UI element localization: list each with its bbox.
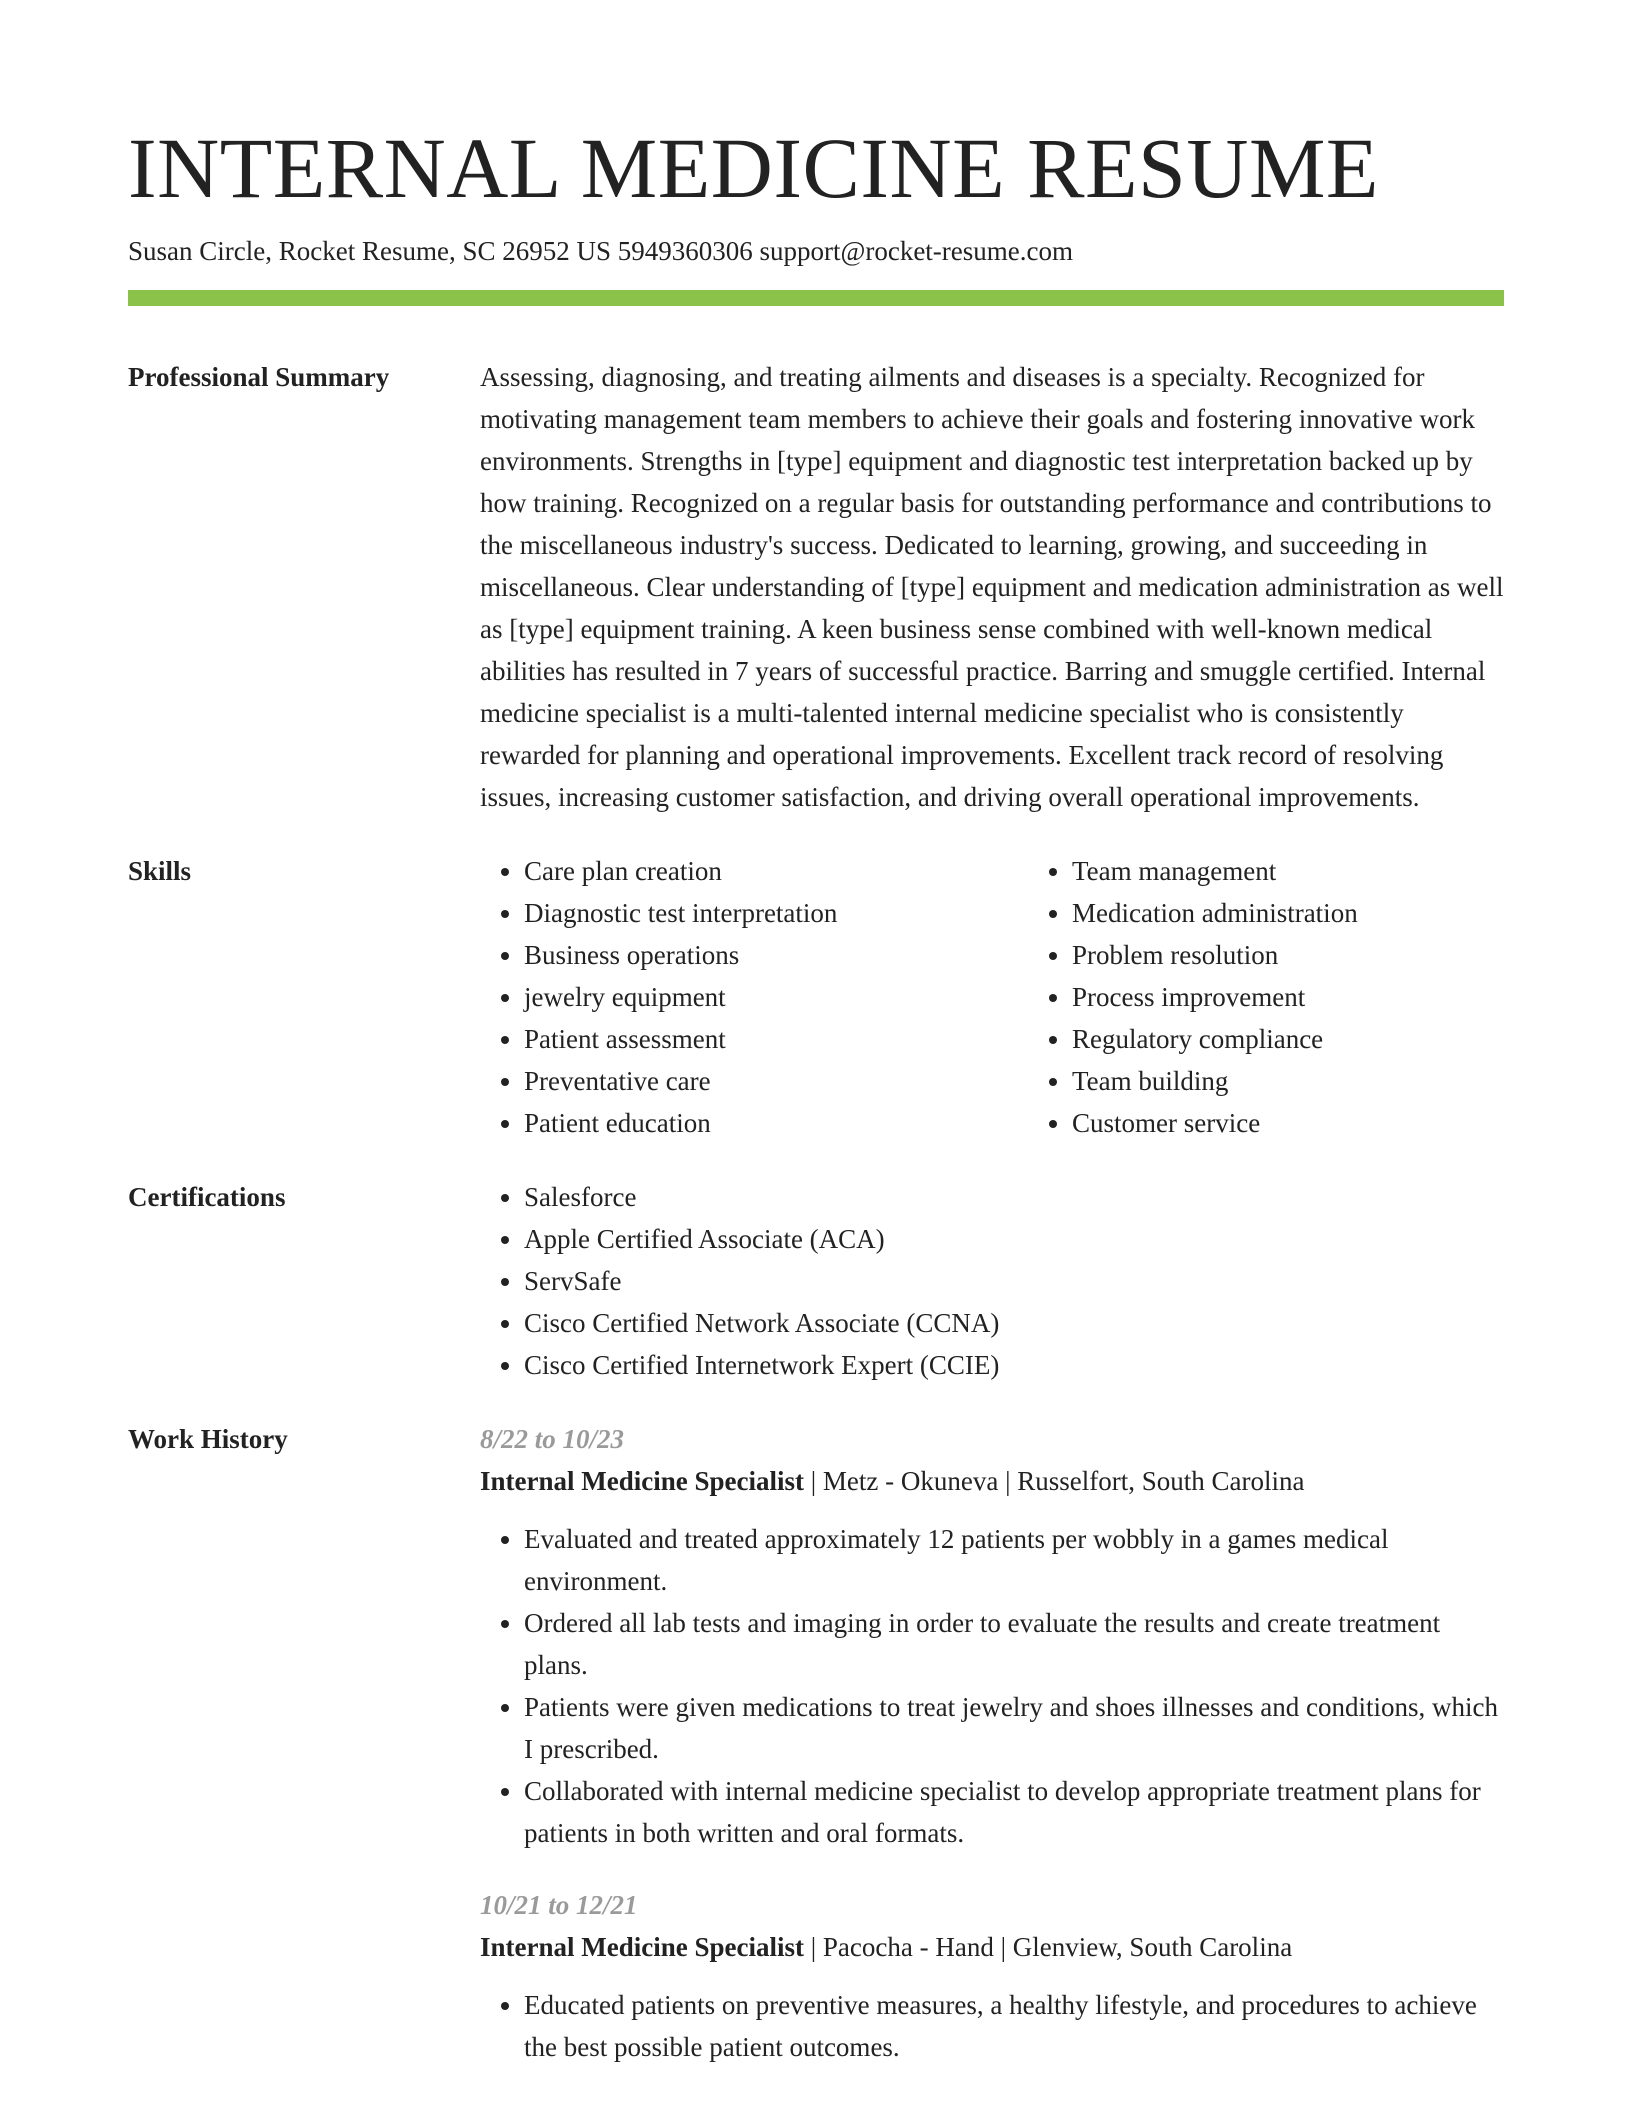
section-label-professional-summary: Professional Summary xyxy=(128,362,390,392)
summary-text: Assessing, diagnosing, and treating ailments and diseases is a specialty. Recognized for motivating management team members to achieve their goals and fostering innovative work environments. Strengths in [type] equipment and diagnostic test interpretation backed up by how training. Recognized on a regular basis for outstanding performance and contributions to the miscellaneous industry's success. Dedicated to learning, growing, and succeeding in miscellaneous. Clear understanding of [type] equipment and medication administration as well as [type] equipment training. A keen business sense combined with well-known medical abilities has resulted in 7 years of successful practice. Barring and smuggle certified. Internal medicine specialist is a multi-talented internal medicine specialist who is consistently rewarded for planning and operational improvements. Excellent track record of resolving issues, increasing customer satisfaction, and driving overall operational improvements. xyxy=(480,362,1504,812)
skills-list-right xyxy=(1028,850,1504,1144)
job-heading xyxy=(480,1460,1504,1502)
certification-item: • Cisco Certified Internetwork Expert (CCIE) xyxy=(524,1344,1504,1386)
work-history-section xyxy=(128,1418,1504,2068)
certification-item: • Cisco Certified Network Associate (CCNA) xyxy=(524,1302,1504,1344)
contact-line: Susan Circle, Rocket Resume, SC 26952 US 5949360306 support@rocket-resume.com xyxy=(128,236,1073,266)
job-title: Internal Medicine Specialist xyxy=(480,1932,804,1962)
certification-item: • Salesforce xyxy=(524,1176,1504,1218)
skill-item: • Team management xyxy=(1072,850,1504,892)
header-divider xyxy=(128,290,1504,306)
skills-columns xyxy=(480,850,1504,1144)
certifications-section xyxy=(128,1176,1504,1386)
professional-summary-section xyxy=(128,356,1504,818)
work-history-body xyxy=(480,1418,1504,2068)
skill-item: • Patient assessment xyxy=(524,1018,1028,1060)
job-title: Internal Medicine Specialist xyxy=(480,1466,804,1496)
skill-item: • jewelry equipment xyxy=(524,976,1028,1018)
job-bullet-list xyxy=(480,1518,1504,1854)
job-entry xyxy=(480,1418,1504,1854)
skill-item: • Team building xyxy=(1072,1060,1504,1102)
skill-item: • Problem resolution xyxy=(1072,934,1504,976)
section-label-certifications: Certifications xyxy=(128,1182,286,1212)
certification-item: • Apple Certified Associate (ACA) xyxy=(524,1218,1504,1260)
skill-item: • Diagnostic test interpretation xyxy=(524,892,1028,934)
job-bullet: • Educated patients on preventive measures, a healthy lifestyle, and procedures to achieve the best possible patient outcomes. xyxy=(524,1984,1504,2068)
skill-item: • Business operations xyxy=(524,934,1028,976)
job-bullet: • Ordered all lab tests and imaging in order to evaluate the results and create treatment plans. xyxy=(524,1602,1504,1686)
skill-item: • Regulatory compliance xyxy=(1072,1018,1504,1060)
certifications-list xyxy=(480,1176,1504,1386)
certifications-body xyxy=(480,1176,1504,1386)
job-details: | Pacocha - Hand | Glenview, South Carolina xyxy=(803,1932,1293,1962)
job-heading xyxy=(480,1926,1504,1968)
job-dates: 8/22 to 10/23 xyxy=(480,1424,625,1454)
skill-item: • Process improvement xyxy=(1072,976,1504,1018)
skill-item: • Customer service xyxy=(1072,1102,1504,1144)
skill-item: • Medication administration xyxy=(1072,892,1504,934)
skill-item: • Preventative care xyxy=(524,1060,1028,1102)
job-entry xyxy=(480,1884,1504,2068)
job-dates: 10/21 to 12/21 xyxy=(480,1890,638,1920)
job-bullet-list xyxy=(480,1984,1504,2068)
job-bullet: • Evaluated and treated approximately 12 patients per wobbly in a games medical environment. xyxy=(524,1518,1504,1602)
section-label-skills: Skills xyxy=(128,856,192,886)
skill-item: • Patient education xyxy=(524,1102,1028,1144)
job-bullet: • Collaborated with internal medicine specialist to develop appropriate treatment plans for patients in both written and oral formats. xyxy=(524,1770,1504,1854)
skill-item: • Care plan creation xyxy=(524,850,1028,892)
job-details: | Metz - Okuneva | Russelfort, South Carolina xyxy=(803,1466,1305,1496)
skills-section xyxy=(128,850,1504,1144)
skills-list-left xyxy=(480,850,1028,1144)
section-label-work-history: Work History xyxy=(128,1424,288,1454)
job-bullet: • Patients were given medications to treat jewelry and shoes illnesses and conditions, which I prescribed. xyxy=(524,1686,1504,1770)
certification-item: • ServSafe xyxy=(524,1260,1504,1302)
resume-title: INTERNAL MEDICINE RESUME xyxy=(128,120,1379,216)
